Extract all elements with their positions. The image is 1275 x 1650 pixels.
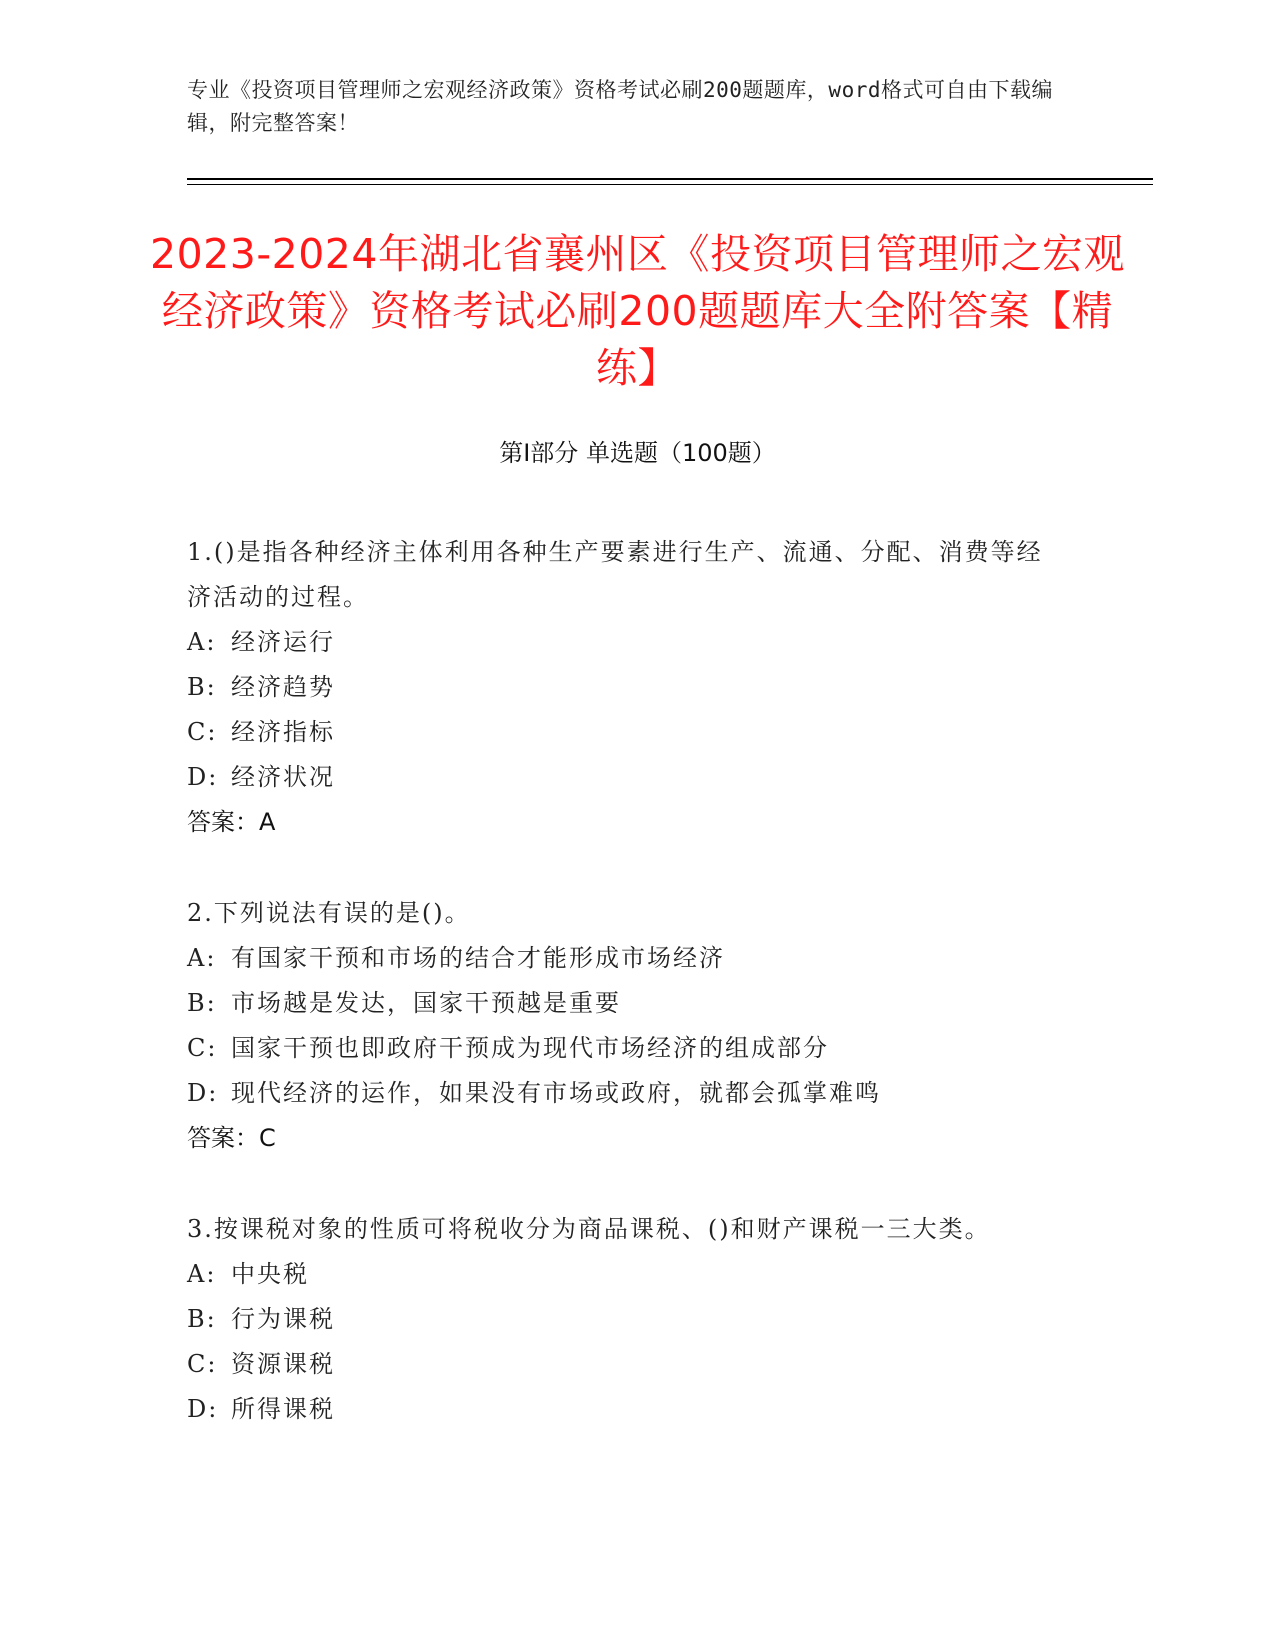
option-c: [187, 1026, 1067, 1071]
answer-line: 答案：A: [187, 808, 276, 836]
option-letter: C:: [187, 718, 218, 746]
intro-text: 专业《投资项目管理师之宏观经济政策》资格考试必刷200题题库，word格式可自由下载编辑，附完整答案！: [187, 78, 1053, 135]
option-text: 市场越是发达，国家干预越是重要: [231, 989, 621, 1017]
option-a: [187, 936, 1067, 981]
option-letter: C:: [187, 1350, 218, 1378]
option-text: 经济趋势: [231, 673, 335, 701]
option-letter: D:: [187, 1395, 219, 1423]
option-text: 经济运行: [231, 628, 335, 656]
option-d: [187, 1071, 1067, 1116]
question-1: [187, 530, 1067, 845]
option-d: [187, 1387, 1067, 1432]
option-letter: A:: [187, 1260, 217, 1288]
option-text: 经济指标: [231, 718, 335, 746]
option-text: 国家干预也即政府干预成为现代市场经济的组成部分: [231, 1034, 829, 1062]
option-letter: A:: [187, 628, 217, 656]
option-b: [187, 1297, 1067, 1342]
answer-line: 答案：C: [187, 1124, 276, 1152]
option-b: [187, 981, 1067, 1026]
option-letter: B:: [187, 989, 217, 1017]
question-3: [187, 1207, 1067, 1432]
option-letter: D:: [187, 763, 219, 791]
option-letter: A:: [187, 944, 217, 972]
option-d: [187, 755, 1067, 800]
option-letter: B:: [187, 1305, 217, 1333]
question-2: [187, 891, 1067, 1161]
option-letter: C:: [187, 1034, 218, 1062]
question-stem: 1.()是指各种经济主体利用各种生产要素进行生产、流通、分配、消费等经济活动的过程。: [187, 538, 1043, 611]
question-list: [187, 530, 1067, 1478]
option-text: 所得课税: [231, 1395, 335, 1423]
header-rule-thick: [187, 178, 1153, 180]
option-letter: B:: [187, 673, 217, 701]
question-stem: 2.下列说法有误的是()。: [187, 899, 471, 927]
option-text: 资源课税: [231, 1350, 335, 1378]
question-stem: 3.按课税对象的性质可将税收分为商品课税、()和财产课税一三大类。: [187, 1215, 991, 1243]
header-rule-thin: [187, 184, 1153, 185]
document-title: 2023-2024年湖北省襄州区《投资项目管理师之宏观经济政策》资格考试必刷200题题库大全附答案【精练】: [150, 230, 1125, 392]
option-text: 中央税: [231, 1260, 309, 1288]
option-text: 有国家干预和市场的结合才能形成市场经济: [231, 944, 725, 972]
option-a: [187, 1252, 1067, 1297]
option-letter: D:: [187, 1079, 219, 1107]
option-b: [187, 665, 1067, 710]
option-c: [187, 710, 1067, 755]
option-text: 经济状况: [231, 763, 335, 791]
option-c: [187, 1342, 1067, 1387]
option-a: [187, 620, 1067, 665]
section-title: 第Ⅰ部分 单选题（100题）: [499, 439, 776, 467]
option-text: 现代经济的运作，如果没有市场或政府，就都会孤掌难鸣: [231, 1079, 881, 1107]
option-text: 行为课税: [231, 1305, 335, 1333]
